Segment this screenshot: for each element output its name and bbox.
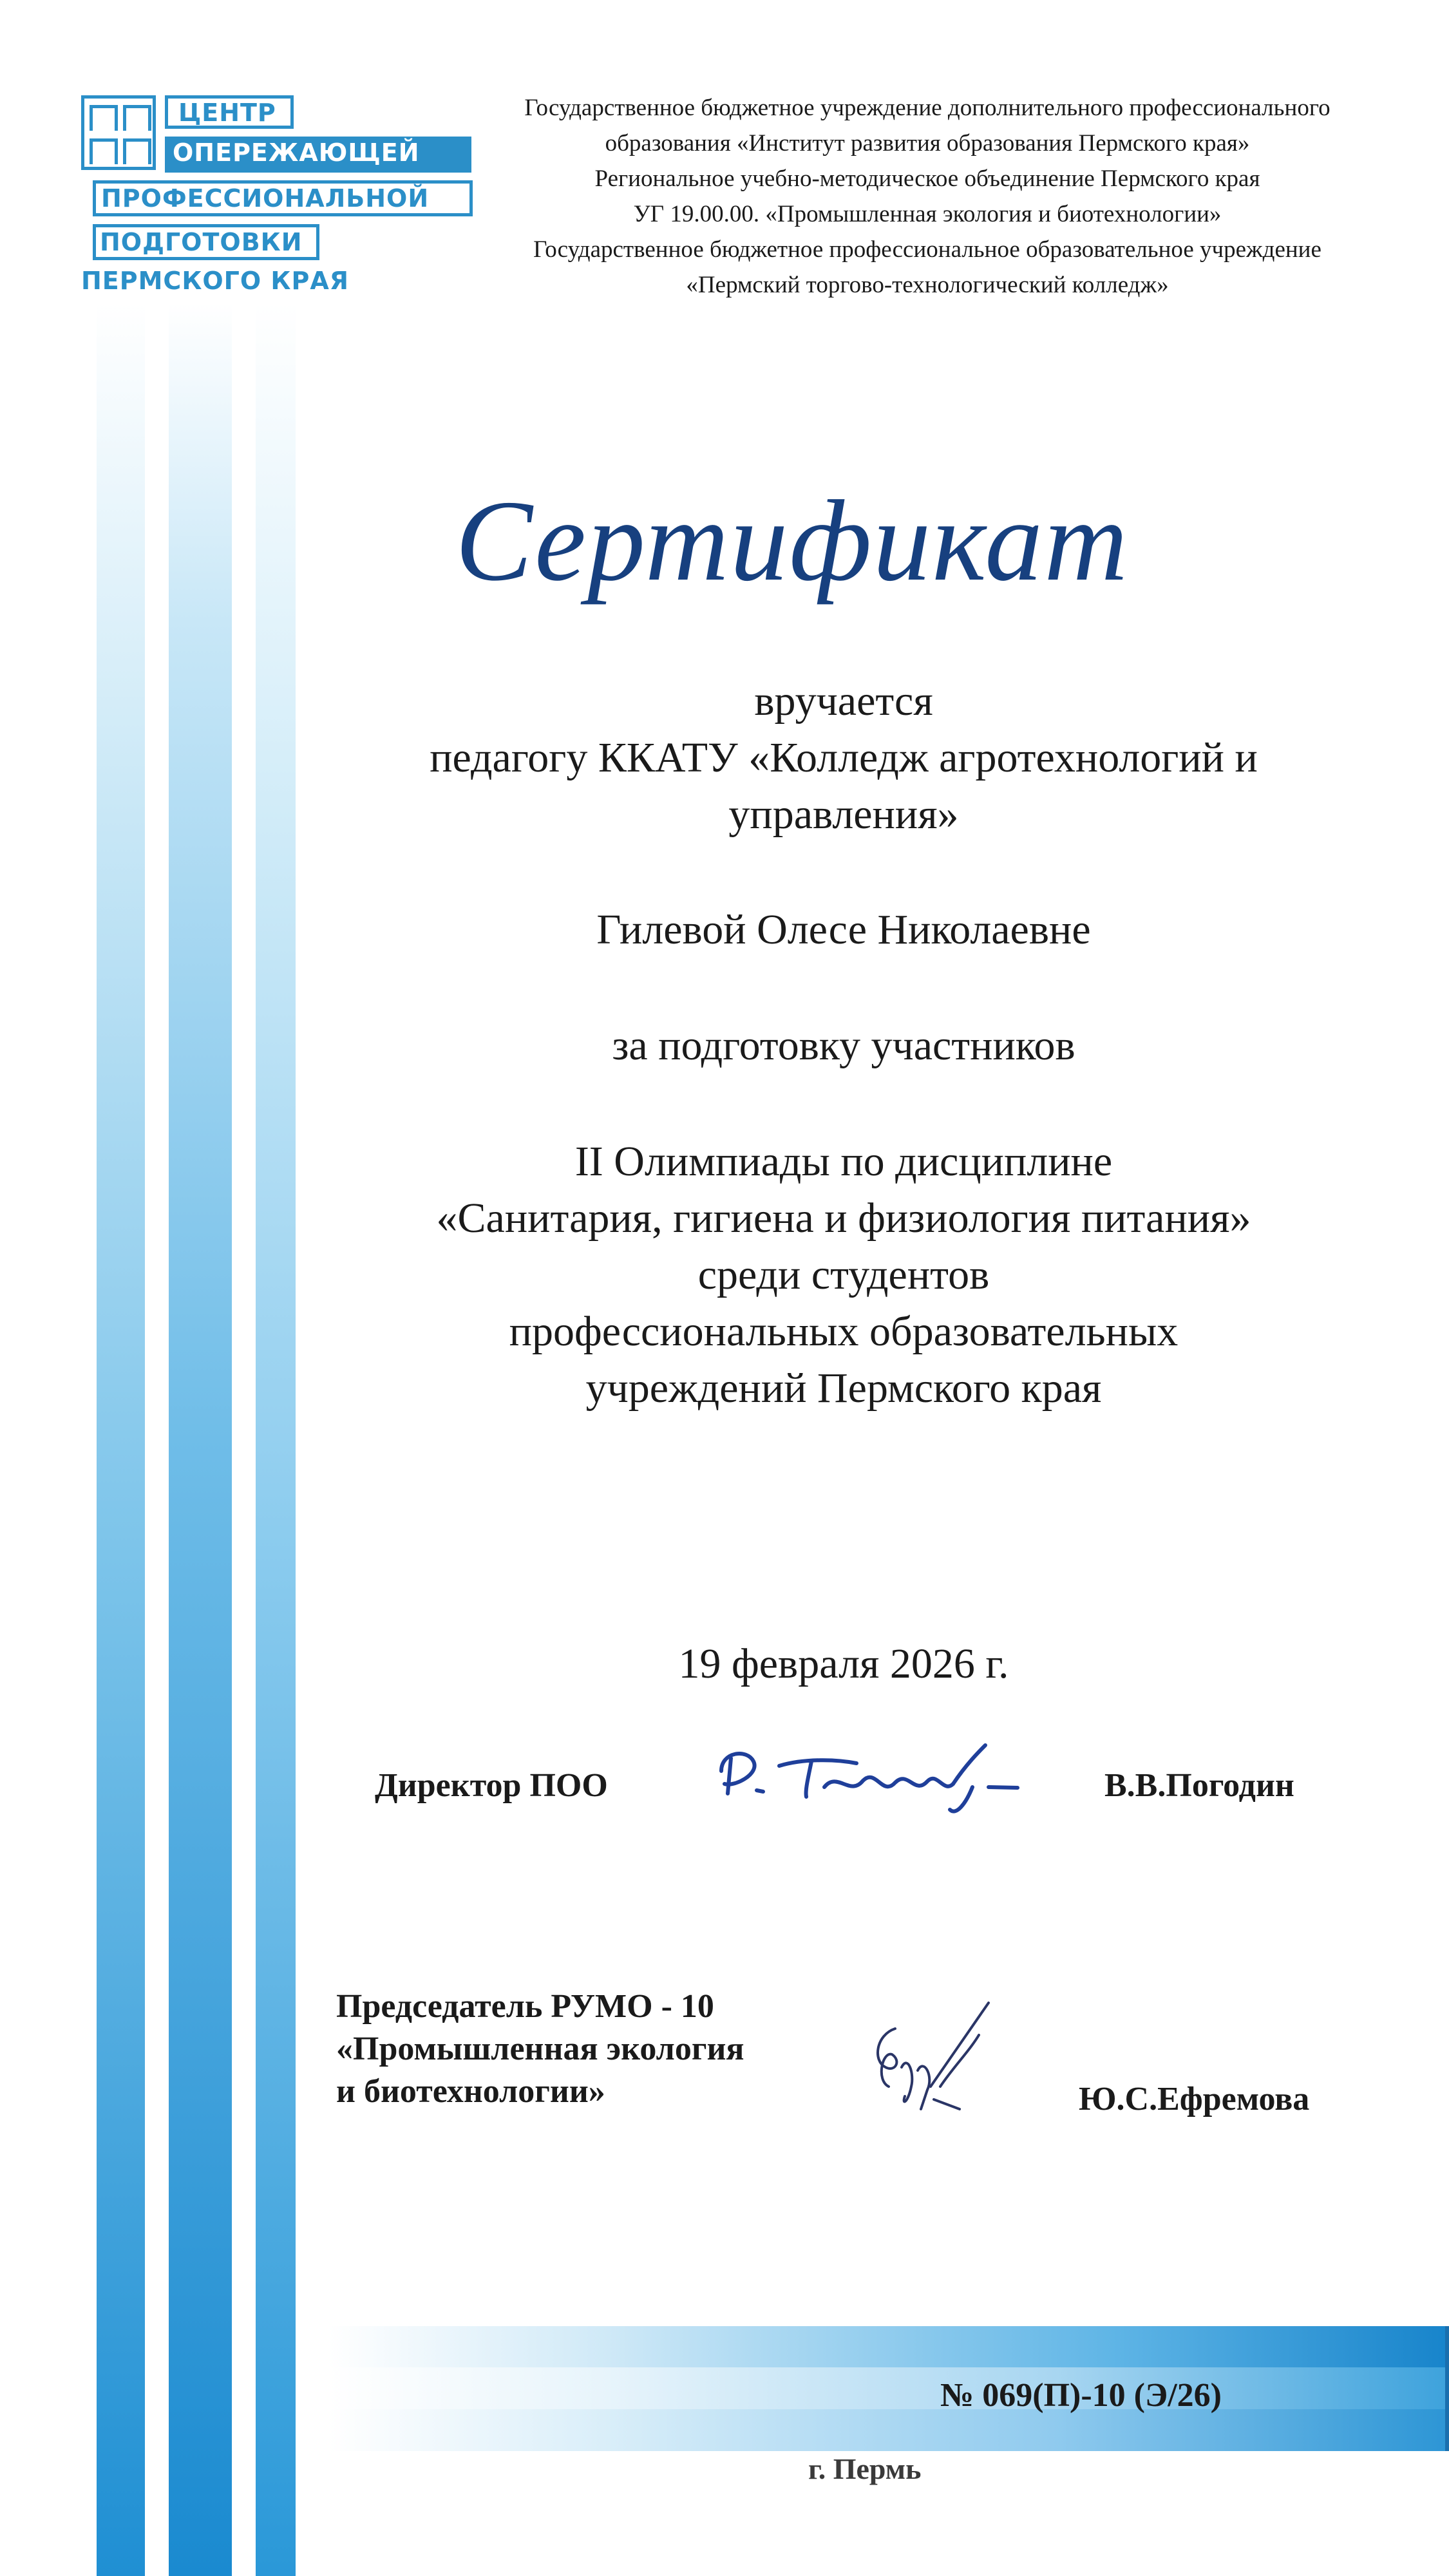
logo-text-line-4: ПОДГОТОВКИ bbox=[93, 224, 319, 260]
recipient-name: Гилевой Олесе Николаевне bbox=[596, 906, 1091, 953]
decor-band-edge bbox=[1445, 2326, 1449, 2451]
award-line: управления» bbox=[728, 791, 959, 838]
header-line: Государственное бюджетное учреждение дополнительного профессионального bbox=[524, 95, 1331, 121]
signatory-1-role: Директор ПОО bbox=[375, 1767, 608, 1804]
signatory-2-role: Председатель РУМО - 10 «Промышленная экология и биотехнологии» bbox=[336, 1988, 744, 2110]
signatory-2-name: Ю.С.Ефремова bbox=[1079, 2081, 1310, 2117]
decor-band-3 bbox=[328, 2409, 1449, 2451]
olympiad-line: учреждений Пермского края bbox=[585, 1365, 1102, 1412]
decor-band-1 bbox=[328, 2326, 1449, 2367]
award-line: педагогу ККАТУ «Колледж агротехнологий и bbox=[430, 734, 1258, 781]
header-line: Государственное бюджетное профессиональное образовательное учреждение bbox=[533, 236, 1321, 263]
olympiad-line: II Олимпиады по дисциплине bbox=[574, 1138, 1113, 1185]
issuer-header bbox=[444, 90, 1410, 303]
decor-stripe-2 bbox=[169, 303, 232, 2576]
award-line: вручается bbox=[754, 677, 933, 724]
organization-logo bbox=[80, 90, 473, 296]
logo-mark-icon bbox=[81, 95, 156, 170]
logo-text-line-1: ЦЕНТР bbox=[165, 95, 294, 129]
logo-text-line-2: ОПЕРЕЖАЮЩЕЙ bbox=[165, 137, 471, 173]
decor-band-2 bbox=[328, 2367, 1449, 2409]
header-line: Региональное учебно-методическое объединение Пермского края bbox=[594, 166, 1260, 192]
logo-text-line-5: ПЕРМСКОГО КРАЯ bbox=[81, 267, 350, 295]
header-line: образования «Институт развития образования Пермского края» bbox=[605, 130, 1250, 156]
issue-date: 19 февраля 2026 г. bbox=[678, 1640, 1009, 1687]
certificate-title: Сертификат bbox=[455, 477, 1130, 605]
header-line: УГ 19.00.00. «Промышленная экология и биотехнологии» bbox=[633, 201, 1222, 227]
signatory-1-name: В.В.Погодин bbox=[1104, 1767, 1294, 1804]
decor-stripe-3 bbox=[256, 303, 296, 2576]
award-reason: за подготовку участников bbox=[612, 1022, 1075, 1069]
logo-text-line-3: ПРОФЕССИОНАЛЬНОЙ bbox=[93, 180, 473, 216]
signature-2-image bbox=[857, 1990, 1011, 2119]
olympiad-description bbox=[361, 1133, 1327, 1417]
signature-1-image bbox=[696, 1726, 1030, 1835]
olympiad-line: среди студентов bbox=[697, 1251, 990, 1298]
olympiad-line: профессиональных образовательных bbox=[509, 1308, 1179, 1355]
header-line: «Пермский торгово-технологический колледж» bbox=[686, 272, 1169, 298]
award-text bbox=[361, 673, 1327, 843]
certificate-number: № 069(П)-10 (Э/26) bbox=[940, 2377, 1222, 2414]
decor-stripe-1 bbox=[97, 303, 145, 2576]
olympiad-line: «Санитария, гигиена и физиология питания» bbox=[436, 1195, 1251, 1242]
issue-city: г. Пермь bbox=[808, 2452, 922, 2485]
